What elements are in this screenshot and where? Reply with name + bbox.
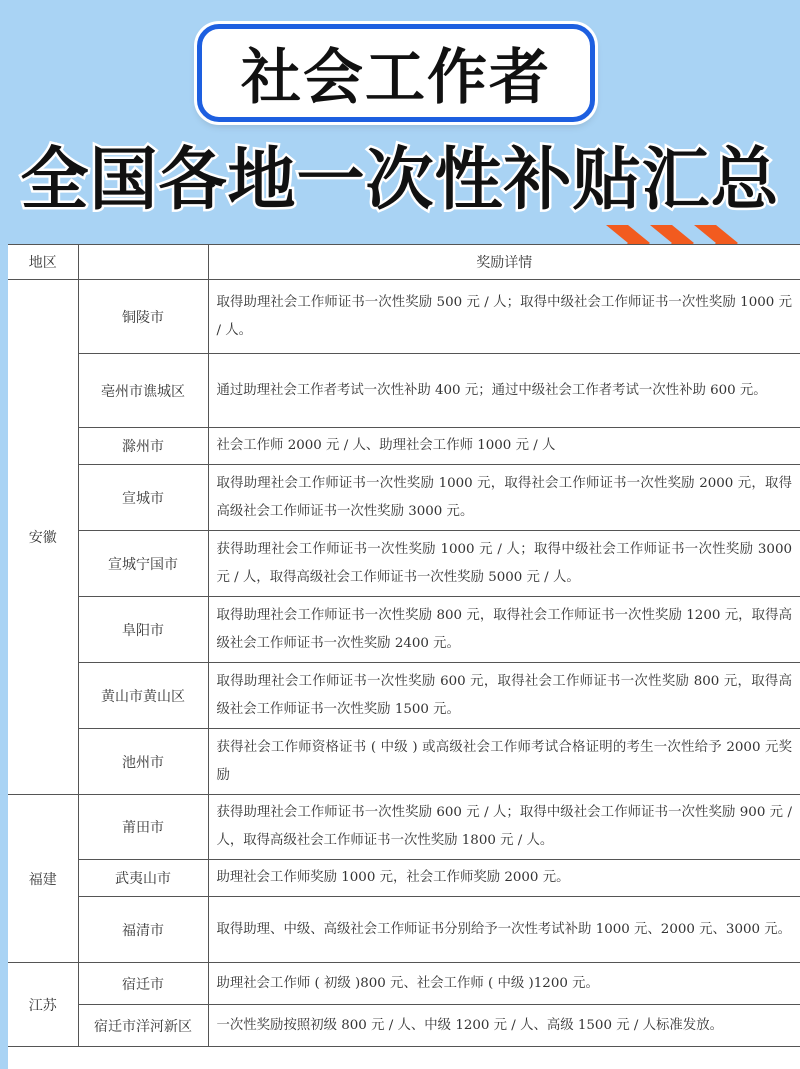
table-row — [8, 280, 800, 354]
table-row — [8, 354, 800, 428]
city-cell: 宿迁市洋河新区 — [78, 1005, 208, 1047]
city-cell: 福清市 — [78, 897, 208, 963]
city-cell: 黄山市黄山区 — [78, 663, 208, 729]
title-banner — [197, 24, 595, 122]
header-detail: 奖励详情 — [208, 245, 800, 280]
detail-cell: 取得助理社会工作师证书一次性奖励 1000 元，取得社会工作师证书一次性奖励 2000 元，取得高级社会工作师证书一次性奖励 3000 元。 — [208, 465, 800, 531]
detail-cell: 取得助理、中级、高级社会工作师证书分别给予一次性考试补助 1000 元、2000 元、3000 元。 — [208, 897, 800, 963]
city-cell: 池州市 — [78, 729, 208, 795]
table-row — [8, 663, 800, 729]
table-row — [8, 1005, 800, 1047]
subsidy-sheet — [8, 244, 800, 1069]
detail-cell: 获得社会工作师资格证书 ( 中级 ) 或高级社会工作师考试合格证明的考生一次性给予 2000 元奖励 — [208, 729, 800, 795]
table-row — [8, 729, 800, 795]
city-cell: 宿迁市 — [78, 963, 208, 1005]
detail-cell: 助理社会工作师奖励 1000 元，社会工作师奖励 2000 元。 — [208, 860, 800, 897]
table-row — [8, 428, 800, 465]
table-row — [8, 531, 800, 597]
region-cell: 安徽 — [8, 280, 78, 795]
city-cell: 阜阳市 — [78, 597, 208, 663]
detail-cell: 助理社会工作师 ( 初级 )800 元、社会工作师 ( 中级 )1200 元。 — [208, 963, 800, 1005]
detail-cell: 取得助理社会工作师证书一次性奖励 500 元 / 人；取得中级社会工作师证书一次性奖励 1000 元 / 人。 — [208, 280, 800, 354]
header-city — [78, 245, 208, 280]
header-region: 地区 — [8, 245, 78, 280]
page-subtitle: 全国各地一次性补贴汇总 — [20, 141, 780, 220]
city-cell: 亳州市谯城区 — [78, 354, 208, 428]
detail-cell: 获得助理社会工作师证书一次性奖励 1000 元 / 人；取得中级社会工作师证书一次性奖励 3000 元 / 人，取得高级社会工作师证书一次性奖励 5000 元 / 人。 — [208, 531, 800, 597]
city-cell: 滁州市 — [78, 428, 208, 465]
detail-cell: 通过助理社会工作者考试一次性补助 400 元；通过中级社会工作者考试一次性补助 600 元。 — [208, 354, 800, 428]
region-cell: 福建 — [8, 795, 78, 963]
table-row — [8, 897, 800, 963]
subsidy-table — [8, 244, 800, 1047]
table-row — [8, 597, 800, 663]
region-cell: 江苏 — [8, 963, 78, 1047]
table-row — [8, 860, 800, 897]
city-cell: 武夷山市 — [78, 860, 208, 897]
table-row — [8, 795, 800, 860]
detail-cell: 取得助理社会工作师证书一次性奖励 800 元，取得社会工作师证书一次性奖励 1200 元，取得高级社会工作师证书一次性奖励 2400 元。 — [208, 597, 800, 663]
detail-cell: 获得助理社会工作师证书一次性奖励 600 元 / 人；取得中级社会工作师证书一次性奖励 900 元 / 人，取得高级社会工作师证书一次性奖励 1800 元 / 人。 — [208, 795, 800, 860]
city-cell: 莆田市 — [78, 795, 208, 860]
detail-cell: 一次性奖励按照初级 800 元 / 人、中级 1200 元 / 人、高级 1500 元 / 人标准发放。 — [208, 1005, 800, 1047]
table-row — [8, 465, 800, 531]
detail-cell: 社会工作师 2000 元 / 人、助理社会工作师 1000 元 / 人 — [208, 428, 800, 465]
city-cell: 宣城宁国市 — [78, 531, 208, 597]
page-title: 社会工作者 — [241, 43, 551, 113]
detail-cell: 取得助理社会工作师证书一次性奖励 600 元，取得社会工作师证书一次性奖励 800 元，取得高级社会工作师证书一次性奖励 1500 元。 — [208, 663, 800, 729]
city-cell: 铜陵市 — [78, 280, 208, 354]
table-row — [8, 963, 800, 1005]
city-cell: 宣城市 — [78, 465, 208, 531]
table-header-row — [8, 245, 800, 280]
